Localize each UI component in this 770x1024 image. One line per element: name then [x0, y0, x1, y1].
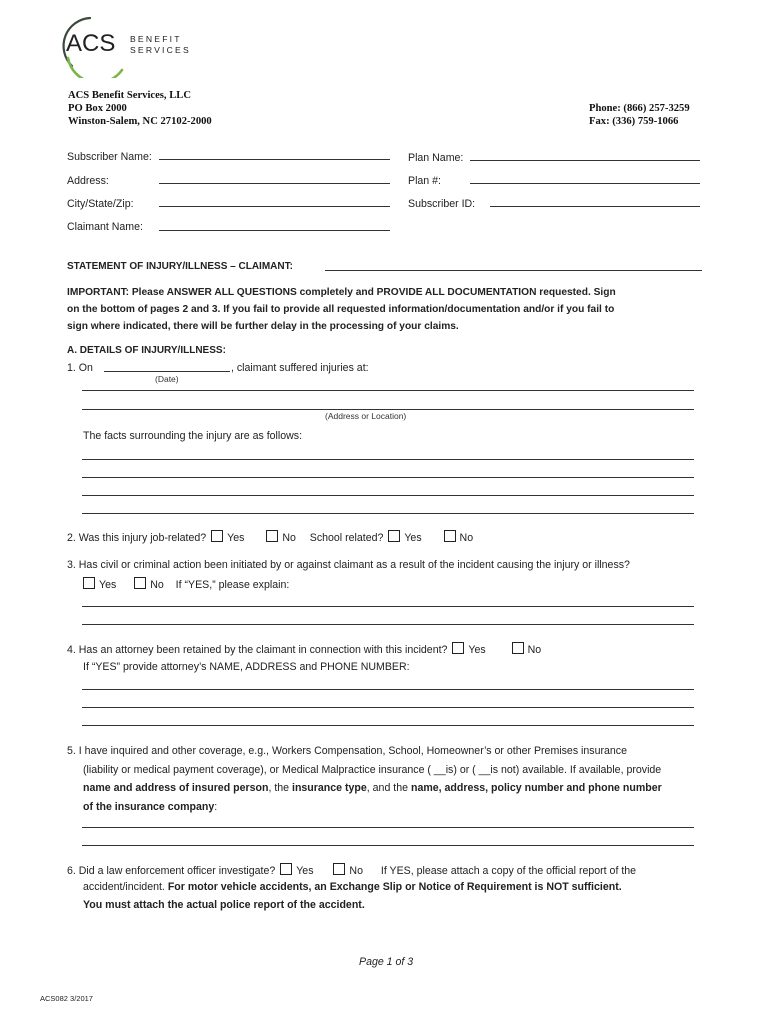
plan-name-label: Plan Name: — [408, 152, 464, 164]
q4-row — [67, 642, 541, 656]
q1-address-caption: (Address or Location) — [325, 411, 407, 421]
q5-line2: (liability or medical payment coverage), or Medical Malpractice insurance ( __is) or ( __is not) available. If available, provide — [83, 763, 662, 776]
company-logo — [60, 14, 200, 78]
q6-after-text: If YES, please attach a copy of the official report of the — [380, 865, 637, 877]
q3-no-checkbox[interactable] — [134, 577, 146, 589]
q4-no-label: No — [527, 644, 542, 656]
q6-no-label: No — [349, 865, 363, 877]
q2-no-checkbox[interactable] — [266, 530, 278, 542]
plan-number-field[interactable] — [470, 183, 700, 184]
company-phone: Phone: (866) 257-3259 — [589, 103, 690, 114]
q3-explain-line-2[interactable] — [82, 624, 694, 625]
company-address — [68, 89, 212, 128]
q1-address-line-1[interactable] — [82, 390, 694, 391]
q5-line4 — [67, 798, 662, 817]
q1-suffix: , claimant suffered injuries at: — [231, 362, 369, 374]
address-field[interactable] — [159, 183, 390, 184]
q5-line4-text: : — [214, 800, 218, 813]
q5-block — [67, 742, 662, 816]
company-city: Winston-Salem, NC 27102-2000 — [68, 116, 212, 127]
q5-answer-line-1[interactable] — [82, 827, 694, 828]
q1-date-caption: (Date) — [155, 374, 179, 384]
q5-line3 — [67, 779, 662, 798]
q4-yes-checkbox[interactable] — [452, 642, 464, 654]
q2-school-yes-label: Yes — [404, 532, 422, 544]
q6-yes-label: Yes — [296, 865, 314, 877]
q6-line3: You must attach the actual police report of the accident. — [83, 899, 365, 911]
subscriber-name-field[interactable] — [159, 159, 390, 160]
q4-attorney-line-1[interactable] — [82, 689, 694, 690]
q5-answer-line-2[interactable] — [82, 845, 694, 846]
q3-question: 3. Has civil or criminal action been initiated by or against claimant as a result of the incident causing the injury or illness? — [67, 559, 630, 571]
q2-row — [67, 530, 473, 544]
plan-name-field[interactable] — [470, 160, 700, 161]
subscriber-id-field[interactable] — [490, 206, 700, 207]
q6-no-checkbox[interactable] — [333, 863, 345, 875]
statement-line[interactable] — [325, 270, 702, 271]
logo-mark: ACS — [66, 30, 116, 57]
q5-insurance-company: of the insurance company — [83, 800, 215, 813]
q1-date-field[interactable] — [104, 371, 230, 372]
q4-attorney-line-3[interactable] — [82, 725, 694, 726]
company-contact — [589, 102, 690, 128]
q5-policy-details: name, address, policy number and phone number — [410, 782, 662, 794]
q1-facts-line-1[interactable] — [82, 459, 694, 460]
q3-yes-checkbox[interactable] — [83, 577, 95, 589]
section-a-heading: A. DETAILS OF INJURY/ILLNESS: — [67, 345, 226, 356]
q3-answer-row — [81, 577, 289, 591]
q5-line3-text1: , the — [268, 782, 292, 794]
q2-school-label: School related? — [309, 532, 384, 544]
logo-line2: SERVICES — [130, 45, 191, 55]
claimant-name-field[interactable] — [159, 230, 390, 231]
q4-yes-label: Yes — [468, 644, 486, 656]
city-state-zip-field[interactable] — [159, 206, 390, 207]
company-fax: Fax: (336) 759-1066 — [589, 116, 679, 127]
q3-explain-line-1[interactable] — [82, 606, 694, 607]
q6-yes-checkbox[interactable] — [280, 863, 292, 875]
q1-facts-line-4[interactable] — [82, 513, 694, 514]
q3-yes-label: Yes — [99, 579, 117, 591]
statement-title: STATEMENT OF INJURY/ILLNESS – CLAIMANT: — [67, 261, 293, 272]
q6-line2 — [83, 881, 622, 893]
q1-facts-line-3[interactable] — [82, 495, 694, 496]
address-label: Address: — [67, 175, 109, 187]
q2-school-no-label: No — [459, 532, 474, 544]
important-line1: IMPORTANT: Please ANSWER ALL QUESTIONS completely and PROVIDE ALL DOCUMENTATION requested. Sign — [67, 287, 616, 298]
q6-row — [67, 863, 636, 877]
important-line3: sign where indicated, there will be further delay in the processing of your claims. — [67, 321, 459, 332]
q2-no-label: No — [282, 532, 296, 544]
q1-address-line-2[interactable] — [82, 409, 694, 410]
q5-line1: 5. I have inquired and other coverage, e.g., Workers Compensation, School, Homeowner’s or other Premises insurance — [67, 745, 627, 757]
q6-question: 6. Did a law enforcement officer investigate? — [67, 865, 276, 877]
city-state-zip-label: City/State/Zip: — [67, 198, 134, 210]
q1-facts-line-2[interactable] — [82, 477, 694, 478]
q4-question: 4. Has an attorney been retained by the claimant in connection with this incident? — [67, 644, 448, 656]
q2-yes-checkbox[interactable] — [211, 530, 223, 542]
plan-number-label: Plan #: — [408, 175, 441, 187]
q4-attorney-line-2[interactable] — [82, 707, 694, 708]
q4-no-checkbox[interactable] — [512, 642, 524, 654]
q1-prefix: 1. On — [67, 362, 93, 374]
form-code: ACS082 3/2017 — [40, 994, 93, 1003]
logo-line1: BENEFIT — [130, 34, 182, 44]
q2-school-no-checkbox[interactable] — [444, 530, 456, 542]
q3-no-label: No — [150, 579, 164, 591]
q5-line3-text2: , and the — [366, 782, 411, 794]
q3-explain-label: If “YES,” please explain: — [175, 579, 290, 591]
q1-facts-label: The facts surrounding the injury are as follows: — [83, 430, 303, 442]
page-number: Page 1 of 3 — [359, 956, 414, 968]
q4-provide-label: If “YES” provide attorney’s NAME, ADDRESS and PHONE NUMBER: — [83, 661, 410, 673]
important-line2: on the bottom of pages 2 and 3. If you fail to provide all requested information/documentation and/or if you fail to — [67, 304, 615, 315]
company-name: ACS Benefit Services, LLC — [68, 90, 191, 101]
q5-insurance-type: insurance type — [292, 782, 367, 794]
q5-insured-person: name and address of insured person — [83, 782, 269, 794]
claimant-name-label: Claimant Name: — [67, 221, 143, 233]
company-po: PO Box 2000 — [68, 103, 127, 114]
q2-question: 2. Was this injury job-related? — [67, 532, 207, 544]
important-notice — [67, 284, 616, 335]
subscriber-id-label: Subscriber ID: — [408, 198, 476, 210]
q2-yes-label: Yes — [227, 532, 245, 544]
q6-line2-text: accident/incident. — [83, 881, 168, 893]
q2-school-yes-checkbox[interactable] — [388, 530, 400, 542]
q6-line2-bold: For motor vehicle accidents, an Exchange Slip or Notice of Requirement is NOT sufficient. — [167, 881, 622, 893]
subscriber-name-label: Subscriber Name: — [67, 151, 152, 163]
